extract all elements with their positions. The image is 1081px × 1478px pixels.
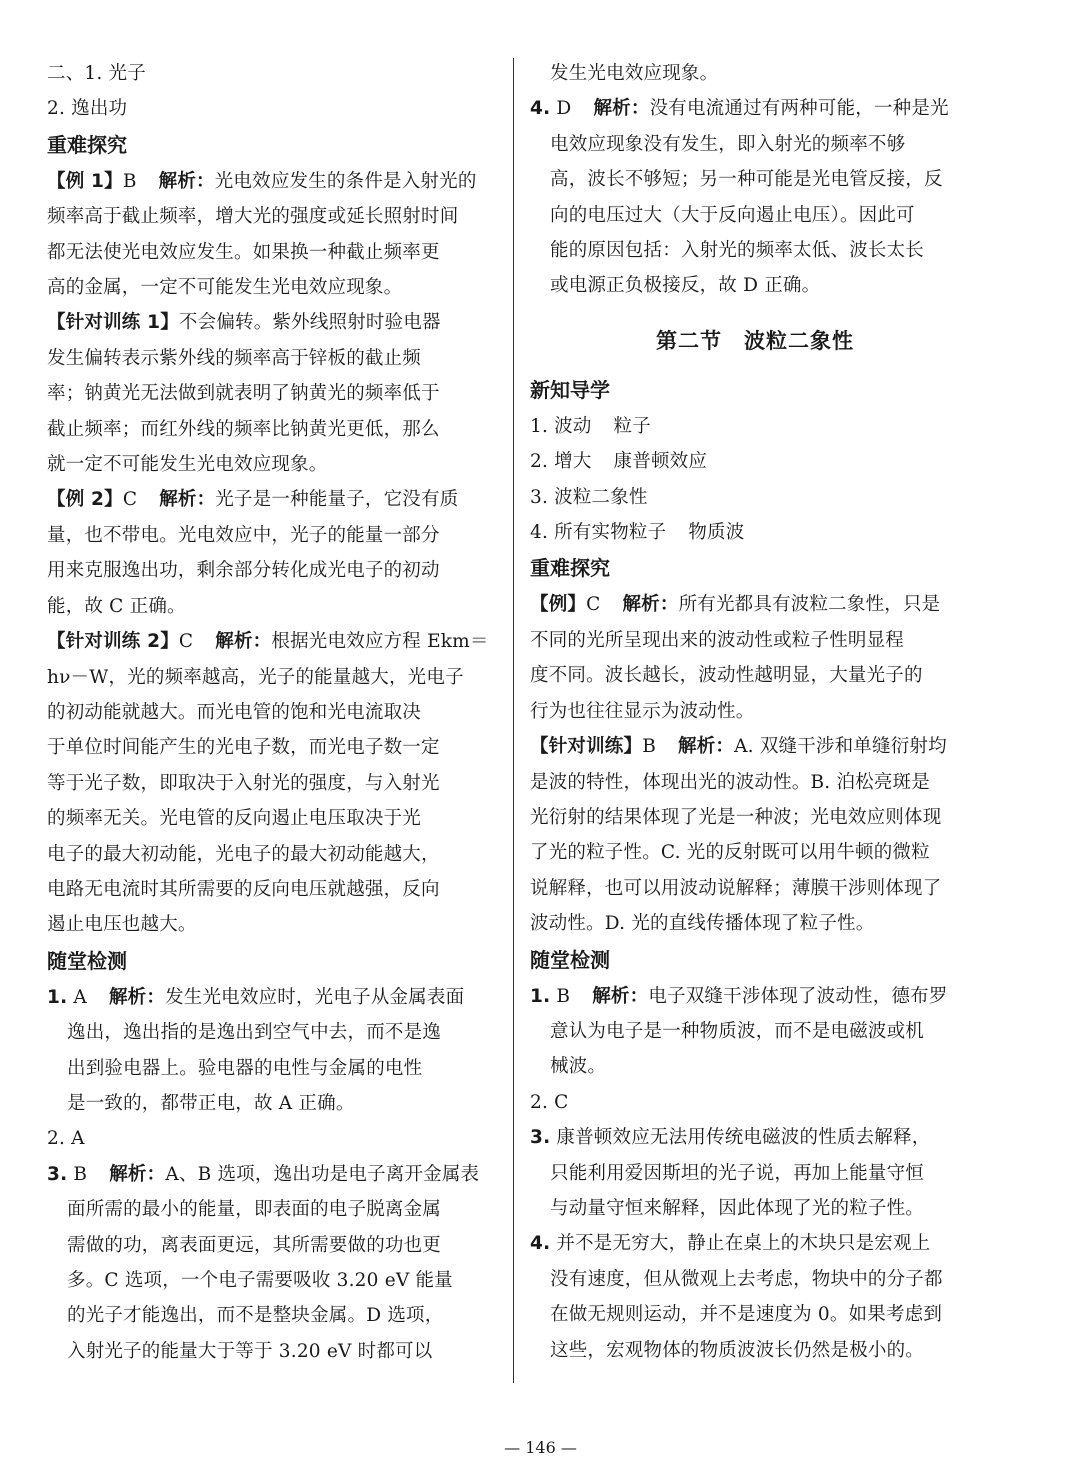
section-heading: 重难探究 [47, 132, 127, 157]
text-line: 频率高于截止频率，增大光的强度或延长照射时间 [47, 206, 459, 228]
question-1-line: 1. A 解析：发生光电效应时，光电子从金属表面 [47, 986, 465, 1008]
text-line: 高，波长不够短；另一种可能是光电管反接，反 [550, 169, 943, 191]
text-line: 的初动能就越大。而光电管的饱和光电流取决 [47, 701, 422, 723]
text-line: 能，故 C 正确。 [47, 595, 186, 617]
text-line: 逸出，逸出指的是逸出到空气中去，而不是逸 [67, 1022, 442, 1044]
text-line: 面所需的最小的能量，即表面的电子脱离金属 [67, 1199, 442, 1221]
text-line: 出到验电器上。验电器的电性与金属的电性 [67, 1057, 423, 1079]
text-line: 需做的功，离表面更远，其所需要做的功也更 [67, 1234, 442, 1256]
text-line: 遏止电压也越大。 [47, 914, 197, 936]
check-2-line: 2. C [530, 1091, 569, 1113]
text-line: 光衍射的结果体现了光是一种波；光电效应则体现 [530, 806, 942, 828]
text-line: 不同的光所呈现出来的波动性或粒子性明显程 [530, 629, 905, 651]
text-line: 能的原因包括：入射光的频率太低、波长太长 [550, 240, 925, 262]
check-3-line: 3. 康普顿效应无法用传统电磁波的性质去解释， [530, 1127, 931, 1149]
text-line: 或电源正负极接反，故 D 正确。 [550, 275, 821, 297]
column-divider [513, 58, 514, 1383]
check-1-line: 1. B 解析：电子双缝干涉体现了波动性，德布罗 [530, 985, 948, 1007]
text-line: 都无法使光电效应发生。如果换一种截止频率更 [47, 241, 440, 263]
answer-line: 2. 逸出功 [47, 98, 128, 120]
text-line: 行为也往往显示为波动性。 [530, 700, 755, 722]
text-line: 只能利用爱因斯坦的光子说，再加上能量守恒 [550, 1162, 925, 1184]
text-line: 的光子才能逸出，而不是整块金属。D 选项， [67, 1305, 444, 1327]
text-line: 是一致的，都带正电，故 A 正确。 [67, 1092, 355, 1114]
example-1-line: 【例 1】B 解析：光电效应发生的条件是入射光的 [47, 170, 477, 192]
text-line: 度不同。波长越长，波动性越明显，大量光子的 [530, 665, 923, 687]
left-column [47, 56, 497, 1369]
text-line: 于单位时间能产生的光电子数，而光电子数一定 [47, 737, 440, 759]
text-line: 截止频率；而红外线的频率比钠黄光更低，那么 [47, 418, 440, 440]
section-title: 第二节 波粒二象性 [656, 328, 854, 353]
training-line: 【针对训练】B 解析：A. 双缝干涉和单缝衍射均 [530, 736, 947, 758]
text-line: 用来克服逸出功，剩余部分转化成光电子的初动 [47, 560, 440, 582]
answer-line: 二、1. 光子 [47, 63, 146, 84]
example-line: 【例】C 解析：所有光都具有波粒二象性，只是 [530, 594, 941, 616]
text-line: 高的金属，一定不可能发生光电效应现象。 [47, 277, 403, 299]
answer-line: 2. 增大 康普顿效应 [530, 451, 708, 473]
text-line: 电路无电流时其所需要的反向电压就越强，反向 [47, 878, 440, 900]
answer-line: 1. 波动 粒子 [530, 415, 651, 437]
section-heading: 新知导学 [530, 377, 610, 402]
answer-line: 3. 波粒二象性 [530, 486, 648, 508]
section-heading: 重难探究 [530, 556, 610, 581]
text-line: 波动性。D. 光的直线传播体现了粒子性。 [530, 913, 875, 935]
section-heading: 随堂检测 [47, 948, 127, 973]
text-line: 械波。 [550, 1056, 607, 1078]
text-line: 就一定不可能发生光电效应现象。 [47, 454, 328, 476]
text-line: 向的电压过大（大于反向遏止电压）。因此可 [550, 204, 915, 226]
training-1-line: 【针对训练 1】不会偏转。紫外线照射时验电器 [47, 312, 441, 334]
question-3-line: 3. B 解析：A、B 选项，逸出功是电子离开金属表 [47, 1163, 480, 1185]
text-line: 发生偏转表示紫外线的频率高于锌板的截止频 [47, 347, 422, 369]
text-line: 是波的特性，体现出光的波动性。B. 泊松亮斑是 [530, 771, 930, 793]
right-column [530, 56, 980, 1368]
example-2-line: 【例 2】C 解析：光子是一种能量子，它没有质 [47, 489, 459, 511]
text-line: 等于光子数，即取决于入射光的强度，与入射光 [47, 772, 440, 794]
text-line: 率；钠黄光无法做到就表明了钠黄光的频率低于 [47, 383, 440, 405]
text-line: 这些，宏观物体的物质波波长仍然是极小的。 [550, 1339, 925, 1361]
section-heading: 随堂检测 [530, 947, 610, 972]
text-line: 的频率无关。光电管的反向遏止电压取决于光 [47, 808, 422, 830]
text-line: 没有速度，但从微观上去考虑，物块中的分子都 [550, 1268, 943, 1290]
training-2-line: 【针对训练 2】C 解析：根据光电效应方程 Ekm＝ [47, 631, 489, 653]
text-line: 了光的粒子性。C. 光的反射既可以用牛顿的微粒 [530, 842, 930, 864]
question-2-line: 2. A [47, 1128, 85, 1150]
text-line: 发生光电效应现象。 [550, 63, 719, 84]
text-line: 说解释，也可以用波动说解释；薄膜干涉则体现了 [530, 877, 942, 899]
text-line: 与动量守恒来解释，因此体现了光的粒子性。 [550, 1197, 925, 1219]
text-line: 在做无规则运动，并不是速度为 0。如果考虑到 [550, 1304, 943, 1326]
text-line: 入射光子的能量大于等于 3.20 eV 时都可以 [67, 1340, 433, 1362]
text-line: hν－W，光的频率越高，光子的能量越大，光电子 [47, 666, 464, 688]
text-line: 电效应现象没有发生，即入射光的频率不够 [550, 133, 906, 155]
text-line: 量，也不带电。光电效应中，光子的能量一部分 [47, 524, 440, 546]
text-line: 电子的最大初动能，光电子的最大初动能越大， [47, 843, 440, 865]
text-line: 多。C 选项，一个电子需要吸收 3.20 eV 能量 [67, 1270, 453, 1291]
text-line: 意认为电子是一种物质波，而不是电磁波或机 [550, 1020, 925, 1042]
check-4-line: 4. 并不是无穷大，静止在桌上的木块只是宏观上 [530, 1233, 931, 1255]
answer-line: 4. 所有实物粒子 物质波 [530, 522, 745, 544]
page-number: — 146 — [504, 1438, 577, 1457]
question-4-line: 4. D 解析：没有电流通过有两种可能，一种是光 [530, 98, 949, 120]
